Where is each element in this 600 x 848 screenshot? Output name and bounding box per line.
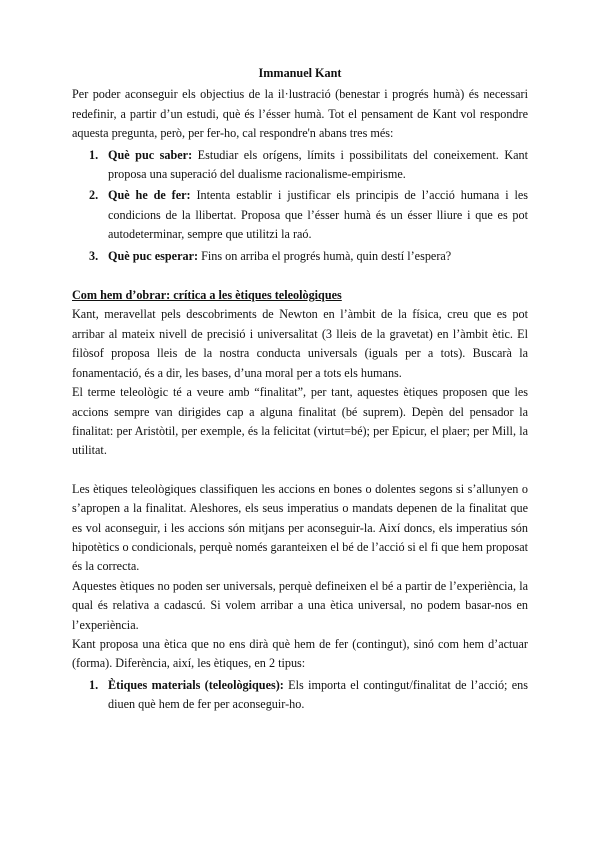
list-term: Ètiques materials (teleològiques):: [108, 677, 284, 692]
ethics-types-list: [72, 676, 528, 715]
paragraph: Kant proposa una ètica que no ens dirà què hem de fer (contingut), sinó com hem d’actuar (forma). Diferència, així, les ètiques, en 2 tipus:: [72, 636, 528, 671]
list-text: Intenta establir i justificar els principis de l’acció humana i les condicions de la llibertat. Proposa que l’ésser humà és un ésser lliure i que es pot autodeterminar, sempre que utilitzi la raó.: [108, 188, 528, 242]
document-page: [72, 64, 528, 715]
list-text: Fins on arriba el progrés humà, quin destí l’espera?: [198, 248, 452, 263]
page-title: Immanuel Kant: [258, 66, 342, 80]
list-term: Què puc saber:: [108, 147, 193, 162]
list-number: 1.: [89, 677, 99, 692]
list-item: [72, 186, 528, 244]
intro-paragraph: Per poder aconseguir els objectius de la il·lustració (benestar i progrés humà) és necessari redefinir, a partir d’un estudi, què és l’ésser humà. Tot el pensament de Kant vol respondre aquesta pregunta, però, per fer-ho, cal respondre'n abans tres més:: [72, 87, 528, 141]
paragraph: El terme teleològic té a veure amb “finalitat”, per tant, aquestes ètiques proposen que les accions sempre van dirigides cap a alguna finalitat (bé suprem). Depèn del pensador la finalitat: per Aristòtil, per exemple, és la felicitat (virtut=bé); per Epicur, el plaer; per Mill, la utilitat.: [72, 385, 528, 458]
list-term: Què puc esperar:: [108, 248, 199, 263]
paragraph: Les ètiques teleològiques classifiquen les accions en bones o dolentes segons si s’allunyen o s’apropen a la finalitat. Aleshores, els seus imperatius o mandats depenen de la finalitat que es vol aconseguir, i les accions són mitjans per aconseguir-la. Així doncs, els imperatius són hipotètics o condicionals, perquè només garanteixen el bé de l’acció si el fi que hem proposat és la correcta.: [72, 481, 528, 574]
questions-list: [72, 146, 528, 266]
list-item: [72, 247, 528, 266]
list-item: [72, 676, 528, 715]
section-heading: Com hem d’obrar: crítica a les ètiques teleològiques: [72, 288, 342, 303]
list-number: 1.: [89, 147, 99, 162]
blank-line: [72, 461, 528, 480]
list-number: 2.: [89, 188, 99, 203]
list-text: Els importa el contingut/finalitat de l’acció; ens diuen què hem de fer per aconseguir-ho.: [108, 677, 528, 712]
list-text: Estudiar els orígens, límits i possibilitats del coneixement. Kant proposa una superació del dualisme racionalisme-empirisme.: [108, 147, 529, 182]
list-item: [72, 146, 528, 185]
paragraph: Aquestes ètiques no poden ser universals, perquè defineixen el bé a partir de l’experiència, la qual és relativa a cadascú. Si volem arribar a una ètica universal, no podem basar-nos en l’experiència.: [72, 578, 528, 632]
list-number: 3.: [89, 248, 99, 263]
list-term: Què he de fer:: [108, 188, 191, 203]
paragraph: Kant, meravellat pels descobriments de Newton en l’àmbit de la física, creu que es pot arribar al mateix nivell de precisió i universalitat (3 lleis de la gravetat) en l’àmbit ètic. El filòsof proposa lleis de la nostra conducta universals (iguals per a tots). Buscarà la fonamentació, és a dir, les bases, d’una moral per a tots els humans.: [72, 307, 528, 380]
